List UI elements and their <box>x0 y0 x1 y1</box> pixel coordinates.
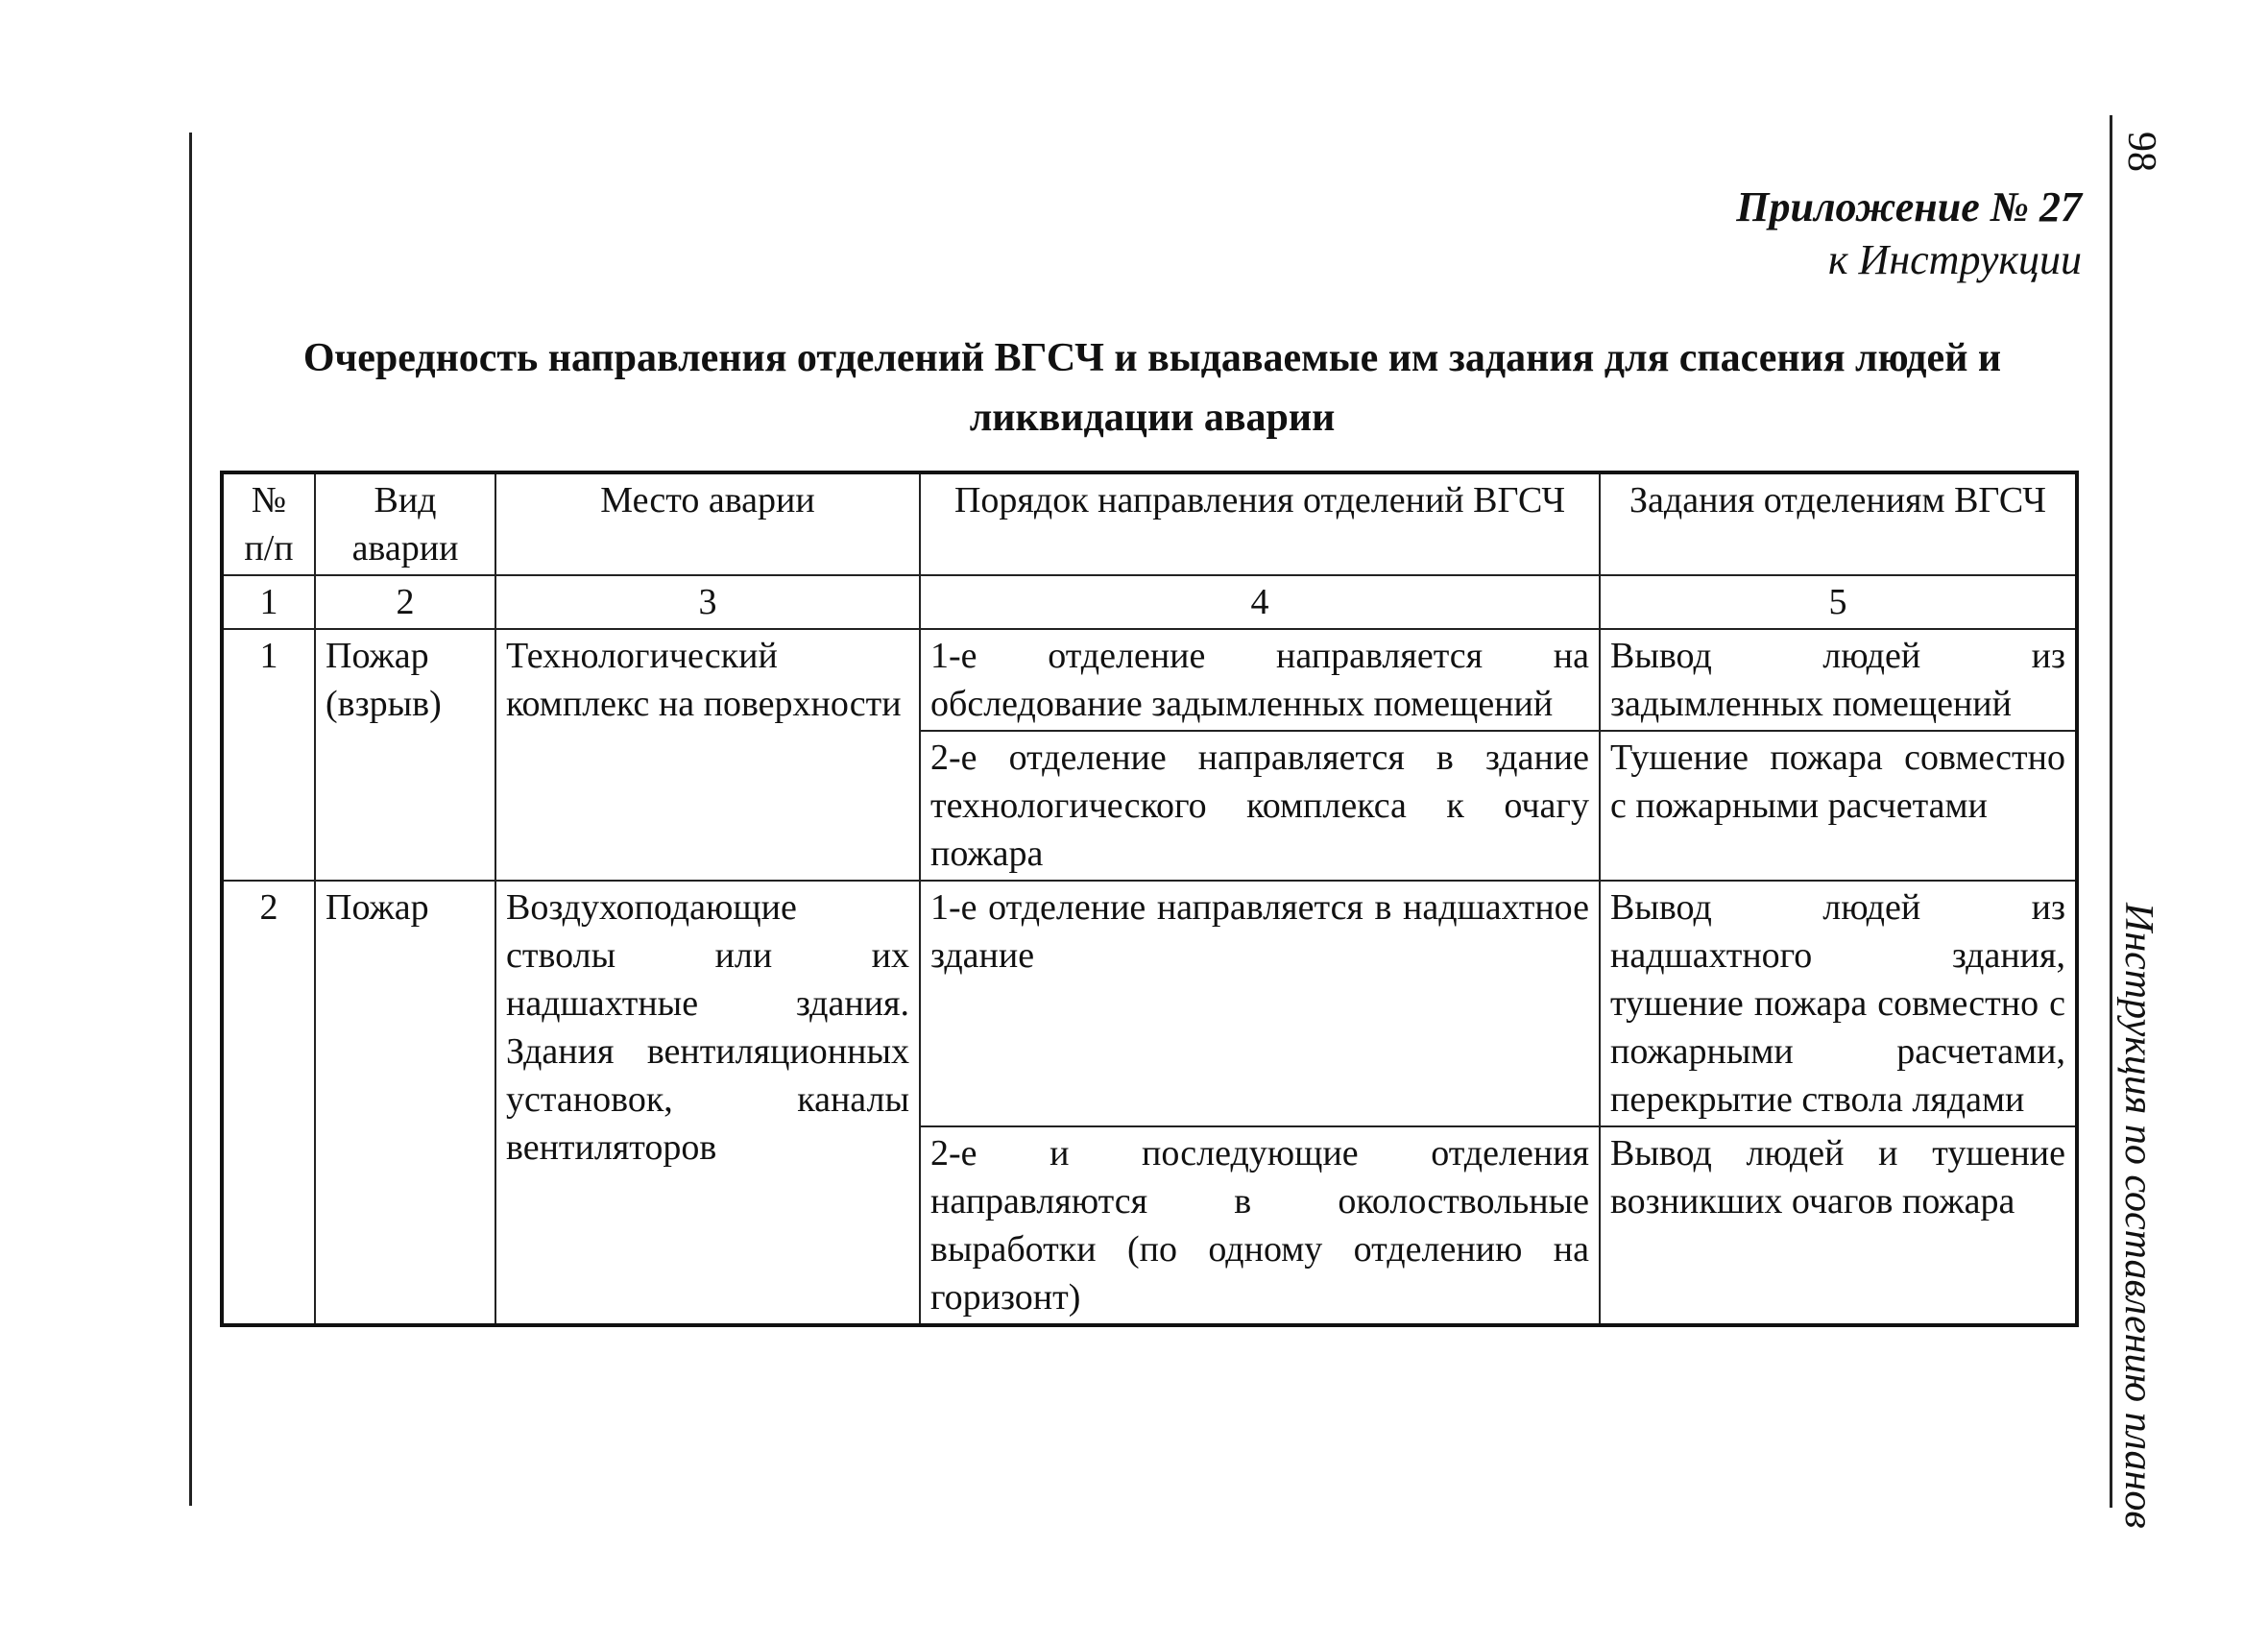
accident-place: Воздухоподающие стволы или их надшахтные здания. Здания вентиляционных установок, каналы вентиляторов <box>495 881 920 1325</box>
side-caption-text: Инструкция по составлению планов <box>2116 903 2160 1529</box>
column-number: 3 <box>495 575 920 629</box>
table-header-row <box>222 472 2077 575</box>
table-row <box>222 881 2077 1126</box>
accident-place: Технологический комплекс на поверхности <box>495 629 920 881</box>
column-number: 4 <box>920 575 1600 629</box>
column-number: 2 <box>315 575 495 629</box>
header-accident-place: Место аварии <box>495 472 920 575</box>
left-margin-rule <box>189 133 192 1506</box>
team-task: Вывод людей и тушение возникших очагов пожара <box>1600 1126 2077 1325</box>
dispatch-table <box>220 471 2079 1327</box>
right-margin-rule <box>2110 115 2112 1508</box>
header-number: № п/п <box>222 472 315 575</box>
accident-type: Пожар <box>315 881 495 1325</box>
team-task: Вывод людей из надшахтного здания, тушение пожара совместно с пожарными расчетами, перекрытие ствола лядами <box>1600 881 2077 1126</box>
column-number: 5 <box>1600 575 2077 629</box>
table-row <box>222 629 2077 731</box>
column-number: 1 <box>222 575 315 629</box>
accident-type: Пожар (взрыв) <box>315 629 495 881</box>
appendix-header <box>1736 181 2082 286</box>
header-tasks: Задания отделениям ВГСЧ <box>1600 472 2077 575</box>
dispatch-order: 2-е отделение направляется в здание технологического комплекса к очагу пожара <box>920 731 1600 881</box>
team-task: Тушение пожара совместно с пожарными расчетами <box>1600 731 2077 881</box>
header-dispatch-order: Порядок направления отделений ВГСЧ <box>920 472 1600 575</box>
appendix-label: Приложение № 27 <box>1736 183 2082 230</box>
row-number: 1 <box>222 629 315 881</box>
team-task: Вывод людей из задымленных помещений <box>1600 629 2077 731</box>
appendix-subtitle: к Инструкции <box>1827 236 2082 283</box>
row-number: 2 <box>222 881 315 1325</box>
dispatch-order: 1-е отделение направляется в надшахтное здание <box>920 881 1600 1126</box>
document-title: Очередность направления отделений ВГСЧ и выдаваемые им задания для спасения людей и ликвидации аварии <box>302 336 2002 440</box>
page-number: 98 <box>2119 132 2163 172</box>
dispatch-order: 1-е отделение направляется на обследование задымленных помещений <box>920 629 1600 731</box>
dispatch-order: 2-е и последующие отделения направляются в околоствольные выработки (по одному отделению на горизонт) <box>920 1126 1600 1325</box>
column-number-row <box>222 575 2077 629</box>
header-accident-type: Вид аварии <box>315 472 495 575</box>
